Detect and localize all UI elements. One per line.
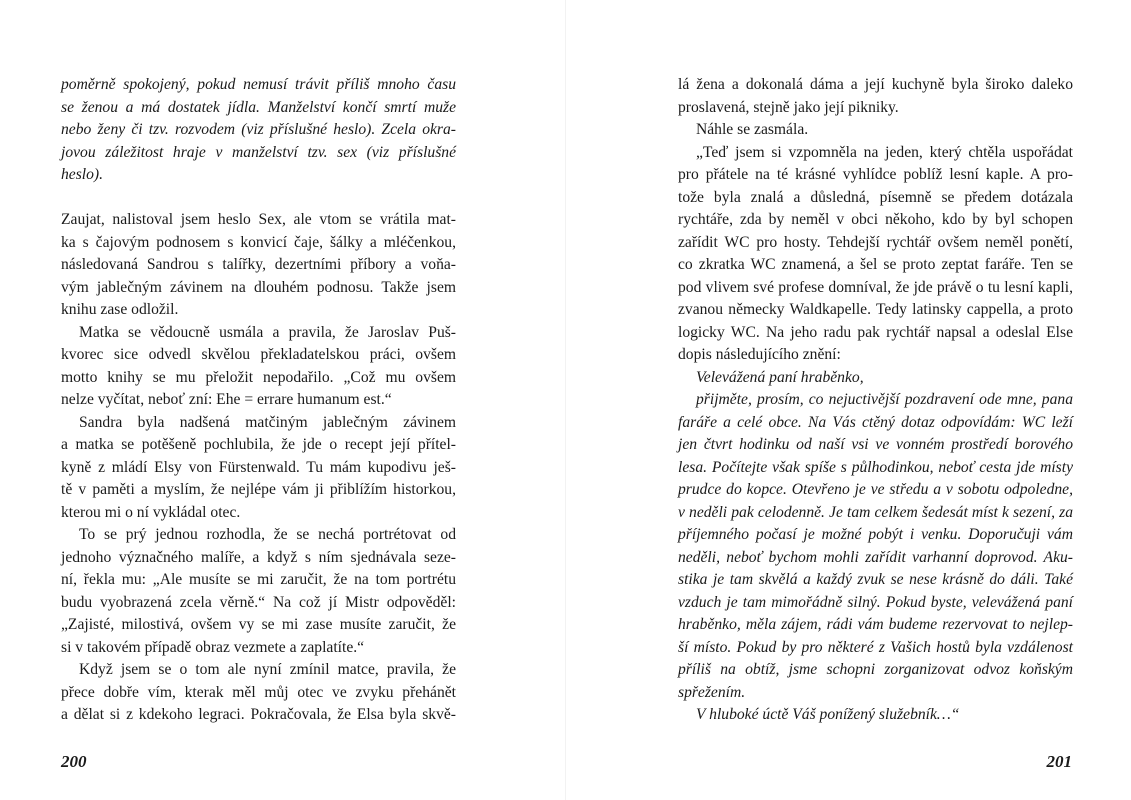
right-page <box>566 0 1131 800</box>
text-line: „Teď jsem si vzpomněla na jeden, který chtěla uspořádat <box>696 143 1073 161</box>
text-line: faráře a celé obce. Na Vás ctěný dotaz odpovídám: WC leží <box>678 413 1073 431</box>
text-line: spřežením. <box>678 683 746 701</box>
text-line: Když jsem se o tom ale nyní zmínil matce, pravila, že <box>79 661 456 678</box>
text-line: co zkratka WC znamená, a šel se proto zeptat faráře. Ten se <box>678 256 1073 273</box>
text-line: v neděli pak celodenně. Je tam celkem šedesát míst k sezení, za <box>678 503 1073 521</box>
text-line: ka s čajovým podnosem s konvicí čaje, šálky a mléčenkou, <box>61 233 456 251</box>
text-line: Náhle se zasmála. <box>696 121 809 138</box>
page-number-right: 201 <box>1046 752 1072 771</box>
text-line: kterou mi o ní vykládal otec. <box>61 503 241 521</box>
text-line: heslo). <box>61 166 104 183</box>
text-line: knihu zase odložil. <box>61 301 179 318</box>
right-page-text <box>678 74 1073 727</box>
text-line: pod vlivem své profese domníval, že jde právě o tu lesní kapli, <box>678 278 1073 296</box>
text-line: se ženou a má dostatek jídla. Manželství končí smrtí muže <box>61 98 456 116</box>
text-line: rychtáře, zda by neměl v obci někoho, kdo by byl schopen <box>678 211 1073 228</box>
text-line: lesa. Počítejte však spíše s půlhodinkou, neboť cesta jde místy <box>678 458 1073 476</box>
text-line: V hluboké úctě Váš ponížený služebník…“ <box>696 706 960 723</box>
text-line: nelze vyčítat, neboť zní: Ehe = errare humanum est.“ <box>61 391 392 408</box>
text-line: vzduch je tam mimořádně silný. Pokud byste, velevážená paní <box>678 593 1073 611</box>
text-line: pro přátele na té krásné vyhlídce poblíž lesní kaple. A pro- <box>678 166 1073 183</box>
text-line: motto knihy se mu přeložit nepodařilo. „Což mu ovšem <box>61 368 456 386</box>
text-line: Zaujat, nalistoval jsem heslo Sex, ale vtom se vrátila mat- <box>61 211 456 228</box>
page-number-left: 200 <box>61 752 87 771</box>
text-line: prudce do kopce. Otevřeno je ve středu a v sobotu odpoledne, <box>678 481 1073 498</box>
text-line: a dělat si z kdekoho legraci. Pokračovala, že Elsa byla skvě- <box>61 706 456 723</box>
text-line: a matka se potěšeně pochlubila, že jde o recept její přítel- <box>61 436 456 453</box>
text-line: ní, řekla mu: „Ale musíte se mi zaručit, že na tom portrétu <box>61 571 456 588</box>
text-line: ší místo. Pokud by pro některé z Vašich hostů byla vzdálenost <box>678 638 1073 656</box>
text-line: stika je tam skvělá a každý zvuk se nese krásně do dáli. Také <box>678 571 1073 588</box>
text-line: následovaná Sandrou s talířky, dezertními příbory a voňa- <box>61 256 456 273</box>
text-line: Velevážená paní hraběnko, <box>696 368 864 386</box>
text-line: si v takovém případě obraz vezmete a zaplatíte.“ <box>61 638 365 656</box>
text-line: přijměte, prosím, co nejuctivější pozdravení ode mne, pana <box>696 391 1073 408</box>
text-line: To se prý jednou rozhodla, že se nechá portrétovat od <box>79 526 456 543</box>
text-line: příjemného počasí je možné pobýt i venku. Doporučuji vám <box>678 526 1073 543</box>
text-line: přece dobře vím, kterak měl můj otec ve zvyku přehánět <box>61 683 456 701</box>
text-line: nebo ženy či tzv. rozvodem (viz příslušné heslo). Zcela okra- <box>61 121 456 138</box>
text-line: budu vyobrazená zcela věrně.“ Na což jí Mistr odpověděl: <box>61 593 456 611</box>
text-line: proslavená, stejně jako její pikniky. <box>678 98 899 116</box>
text-line: Matka se vědoucně usmála a pravila, že Jaroslav Puš- <box>79 323 456 341</box>
text-line: tě v paměti a myslím, že nejlépe vám ji přiblížím historkou, <box>61 481 456 498</box>
text-line: kyně z mládí Elsy von Fürstenwald. Tu mám kupodivu ješ- <box>61 458 456 476</box>
text-line: neděli, neboť bychom mohli zařídit varhanní doprovod. Aku- <box>678 548 1073 566</box>
text-line: jovou záležitost hraje v manželství tzv. sex (viz příslušné <box>61 143 456 161</box>
text-line: „Zajisté, milostivá, ovšem vy se mi zase musíte zaručit, že <box>61 616 456 633</box>
text-line: tože byla znalá a důsledná, písemně se předem dotázala <box>678 188 1073 206</box>
text-line: lá žena a dokonalá dáma a její kuchyně byla široko daleko <box>678 76 1073 93</box>
text-line: Sandra byla nadšená matčiným jablečným závinem <box>79 413 456 431</box>
left-page-text <box>61 74 456 727</box>
text-line: vým jablečným závinem na dlouhém podnosu. Takže jsem <box>61 278 456 296</box>
text-line: kvorec sice odvedl skvělou překladatelskou práci, ovšem <box>61 346 456 363</box>
text-line: jen čtvrt hodinku od naší vsi ve vonném prostředí borového <box>678 436 1073 453</box>
left-page <box>0 0 565 800</box>
text-line: dopis následujícího znění: <box>678 346 841 363</box>
text-line: hraběnko, měla zájem, rádi vám budeme rezervovat to nejlep- <box>678 616 1073 633</box>
text-line: zvanou německy Waldkapelle. Tedy latinsky cappella, a proto <box>678 301 1073 318</box>
text-line: příliš na obtíž, jsme schopni zorganizovat odvoz koňským <box>678 661 1073 678</box>
text-line: logicky WC. Na jeho radu pak rychtář napsal a odeslal Else <box>678 323 1073 341</box>
paragraph-gap <box>61 187 456 210</box>
text-line: zařídit WC pro hosty. Tehdejší rychtář ovšem neměl ponětí, <box>678 233 1073 251</box>
text-line: jednoho význačného malíře, a když s ním sjednávala seze- <box>61 548 456 566</box>
text-line: poměrně spokojený, pokud nemusí trávit příliš mnoho času <box>61 76 456 93</box>
